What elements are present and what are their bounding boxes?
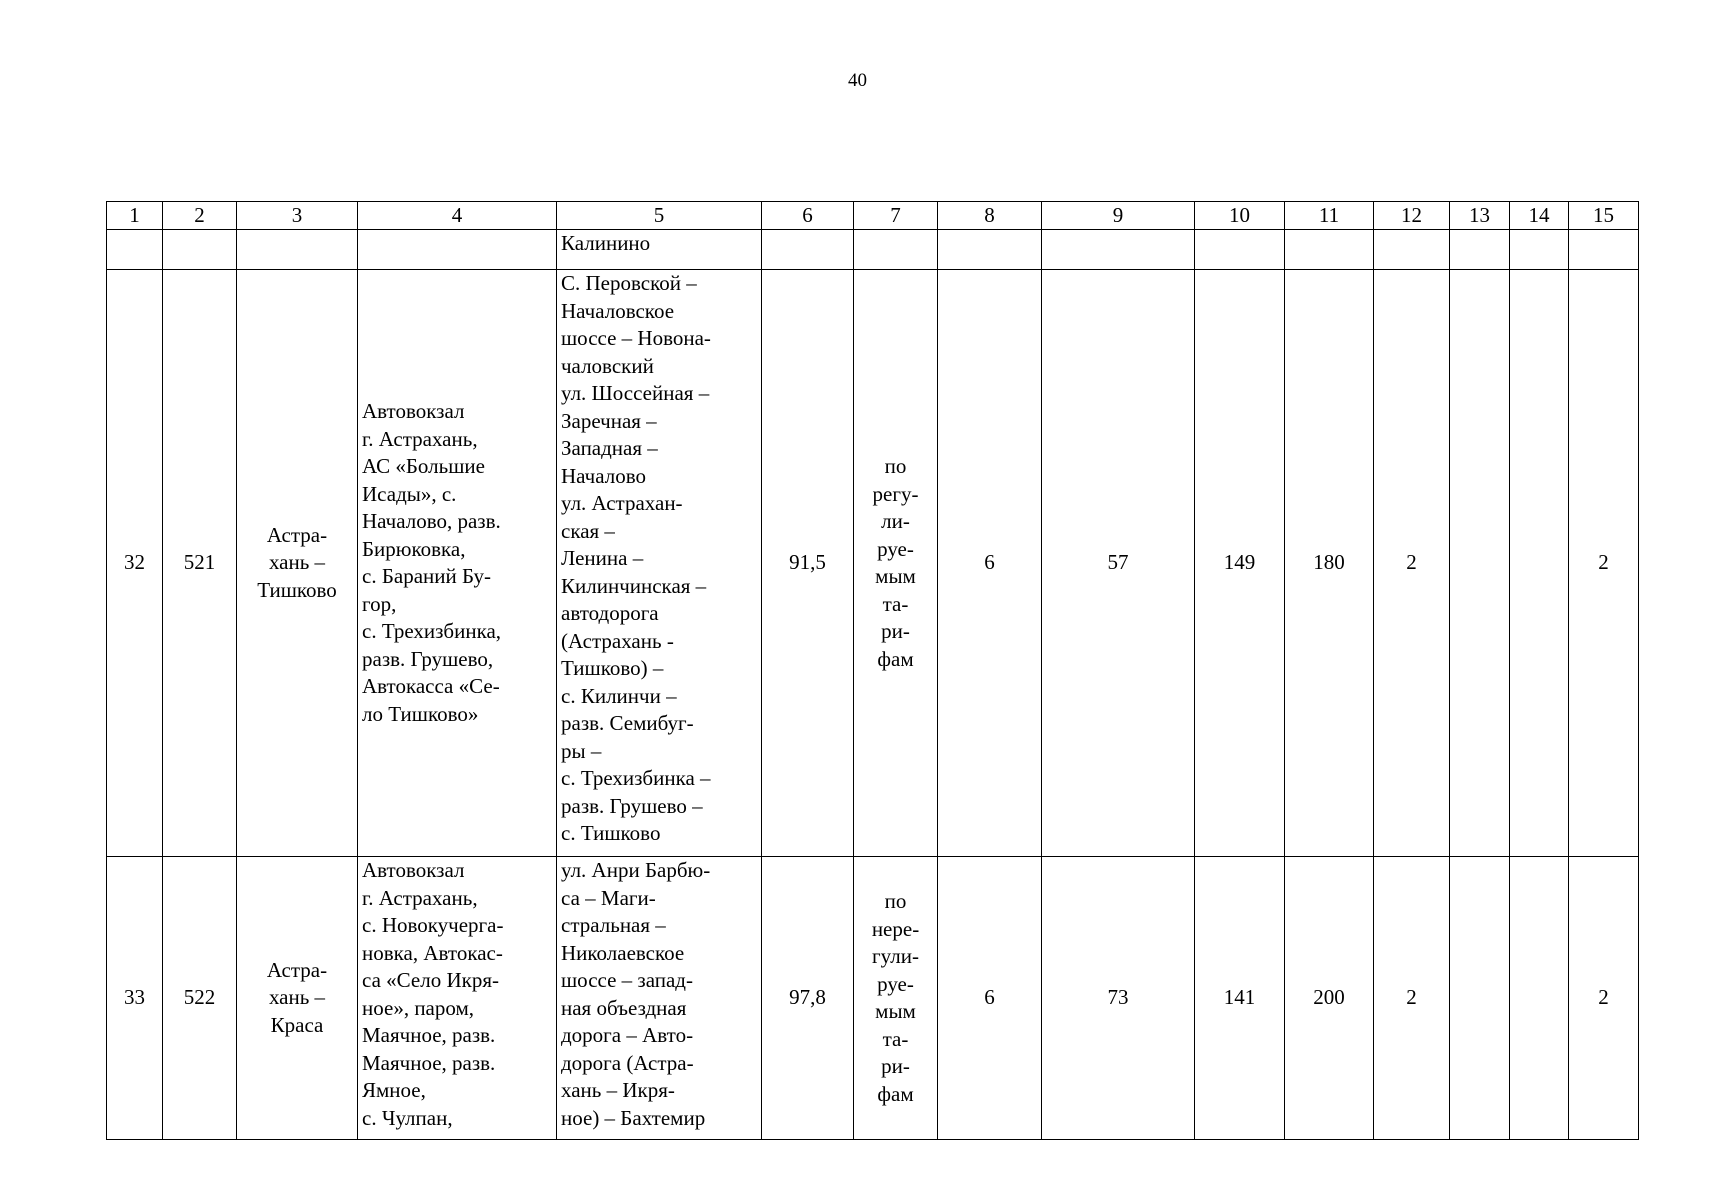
table-cell: 73 [1042, 857, 1195, 1140]
table-cell [854, 230, 938, 270]
table-cell: 180 [1285, 270, 1374, 857]
column-header: 11 [1285, 202, 1374, 230]
table-cell [1374, 230, 1450, 270]
table-cell [163, 230, 237, 270]
table-cell [1510, 857, 1569, 1140]
table-cell-length: 97,8 [762, 857, 854, 1140]
routes-table [106, 201, 1639, 1140]
table-cell: 57 [1042, 270, 1195, 857]
table-cell [1285, 230, 1374, 270]
table-cell: 2 [1569, 857, 1639, 1140]
table-cell-streets: С. Перовской – Началовское шоссе – Новона- чаловский ул. Шоссейная – Заречная – Западная – Началово ул. Астрахан- ская – Ленина – Килинчинская – автодорога (Астрахань - Тишково) – с. Килинчи – разв. Семибуг- ры – с. Трехизбинка – разв. Грушево – с. Тишково [557, 270, 762, 857]
column-header: 10 [1195, 202, 1285, 230]
column-header: 4 [358, 202, 557, 230]
table-cell: 6 [938, 270, 1042, 857]
table-cell-stops: Автовокзал г. Астрахань, с. Новокучерга- новка, Автокас- са «Село Икря- ное», паром, Маячное, разв. Маячное, разв. Ямное, с. Чулпан, [358, 857, 557, 1140]
table-cell: 2 [1569, 270, 1639, 857]
table-cell-tariff: по нере- гули- руе- мым та- ри- фам [854, 857, 938, 1140]
continuation-row [107, 230, 1639, 270]
table-cell [1569, 230, 1639, 270]
table-cell-streets: ул. Анри Барбю- са – Маги- стральная – Николаевское шоссе – запад- ная объездная дорога – Авто- дорога (Астра- хань – Икря- ное) – Бахтемир [557, 857, 762, 1140]
column-header: 8 [938, 202, 1042, 230]
table-cell-tariff: по регу- ли- руе- мым та- ри- фам [854, 270, 938, 857]
table-cell [1510, 230, 1569, 270]
column-header: 12 [1374, 202, 1450, 230]
table-cell: 6 [938, 857, 1042, 1140]
table-cell-route-no: 522 [163, 857, 237, 1140]
column-header: 5 [557, 202, 762, 230]
table-cell [1450, 857, 1510, 1140]
table-cell: 149 [1195, 270, 1285, 857]
column-header: 2 [163, 202, 237, 230]
table-cell: 2 [1374, 857, 1450, 1140]
table-cell-length: 91,5 [762, 270, 854, 857]
table-row [107, 857, 1639, 1140]
table-cell [938, 230, 1042, 270]
table-cell [107, 230, 163, 270]
table-cell-num: 33 [107, 857, 163, 1140]
table-cell: 2 [1374, 270, 1450, 857]
table-cell-num: 32 [107, 270, 163, 857]
column-header: 7 [854, 202, 938, 230]
page-number: 40 [848, 70, 867, 91]
column-header: 1 [107, 202, 163, 230]
table-cell [1450, 230, 1510, 270]
table-cell-route-name: Астра- хань – Краса [237, 857, 358, 1140]
table-row [107, 270, 1639, 857]
column-header: 6 [762, 202, 854, 230]
column-header: 13 [1450, 202, 1510, 230]
table-cell: 200 [1285, 857, 1374, 1140]
column-header-row [107, 202, 1639, 230]
column-header: 3 [237, 202, 358, 230]
column-header: 14 [1510, 202, 1569, 230]
table-cell-stops: Автовокзал г. Астрахань, АС «Большие Исады», с. Началово, разв. Бирюковка, с. Бараний Бу- гор, с. Трехизбинка, разв. Грушево, Автокасса «Се- ло Тишково» [358, 270, 557, 857]
column-header: 9 [1042, 202, 1195, 230]
table-cell-route-no: 521 [163, 270, 237, 857]
table-cell-streets: Калинино [557, 230, 762, 270]
table-cell [1042, 230, 1195, 270]
table-cell [1450, 270, 1510, 857]
table-cell [762, 230, 854, 270]
table-cell-route-name: Астра- хань – Тишково [237, 270, 358, 857]
table-cell [237, 230, 358, 270]
table-cell [358, 230, 557, 270]
table-cell [1510, 270, 1569, 857]
table-cell [1195, 230, 1285, 270]
column-header: 15 [1569, 202, 1639, 230]
table-cell: 141 [1195, 857, 1285, 1140]
